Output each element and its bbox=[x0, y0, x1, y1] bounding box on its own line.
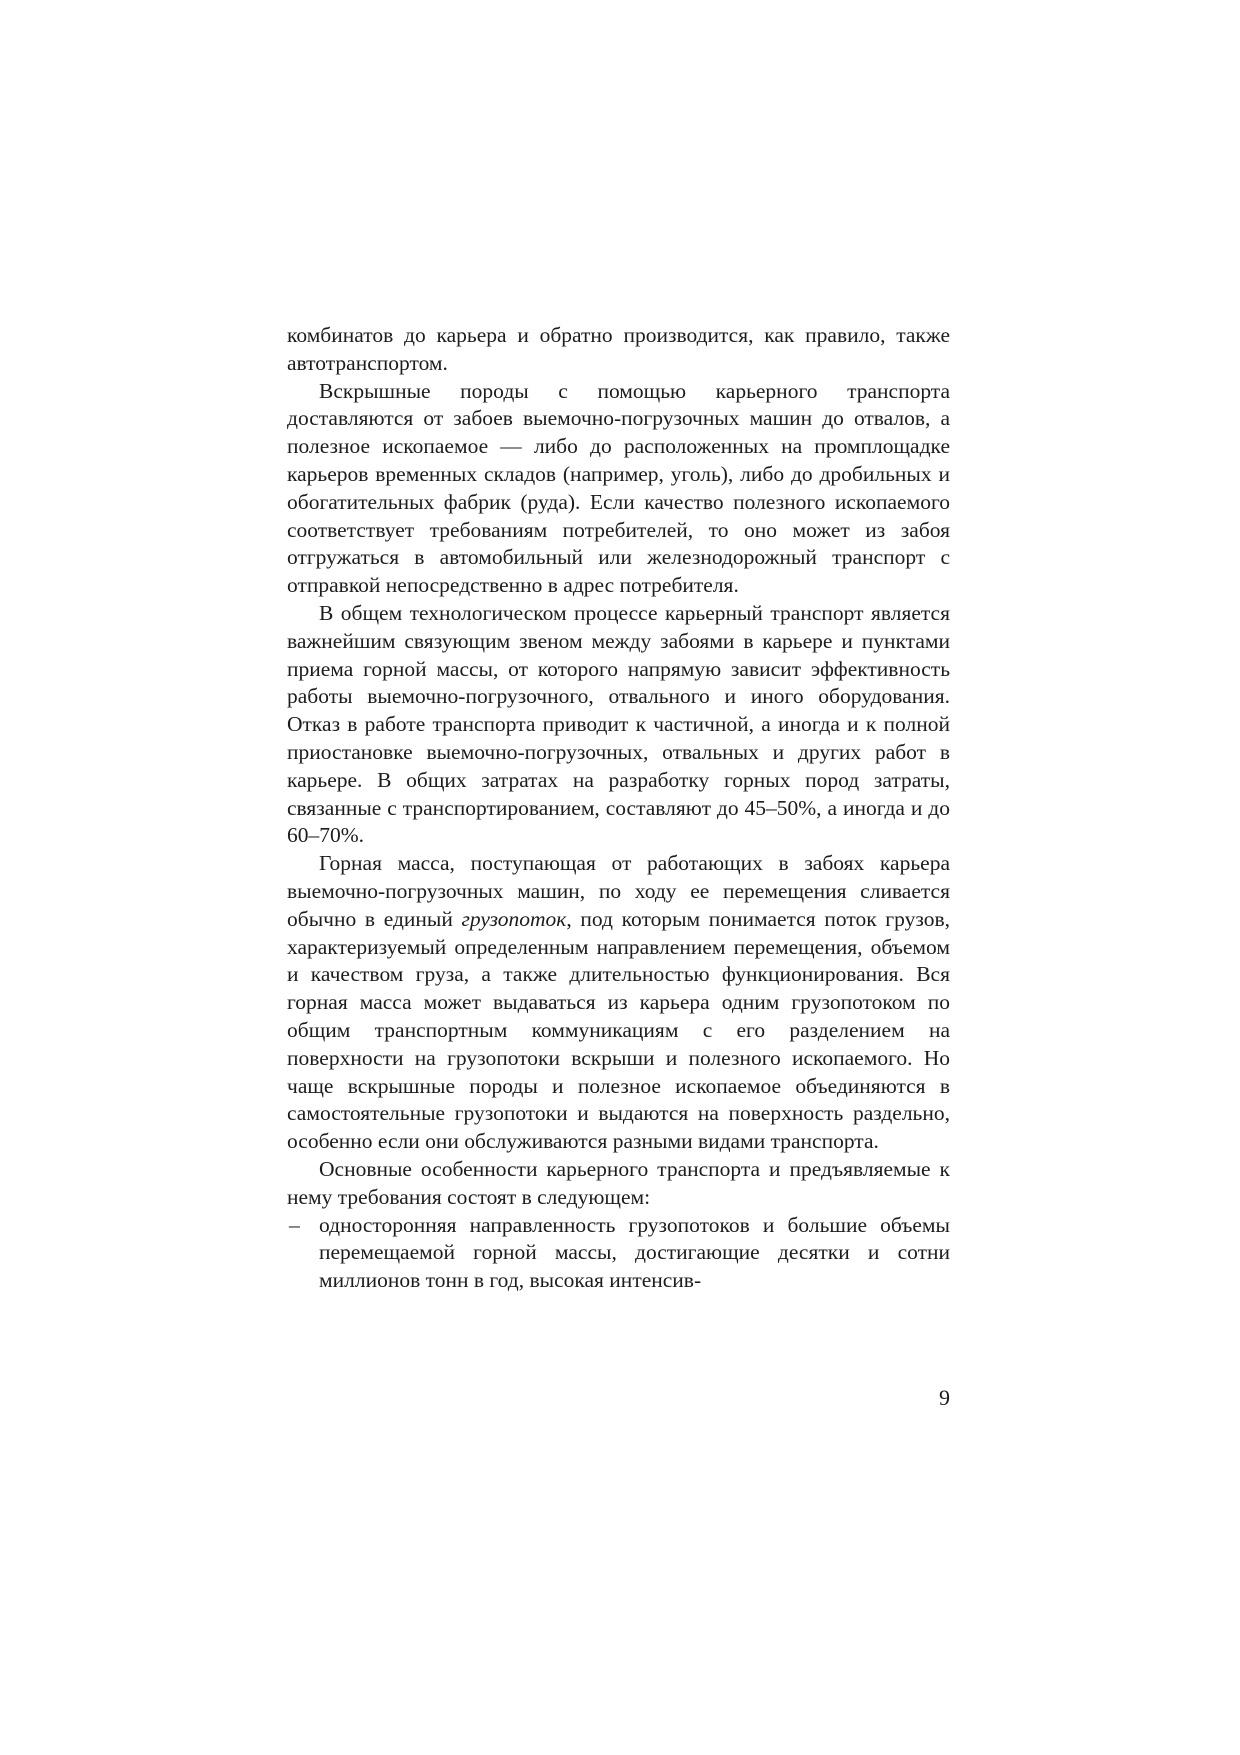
list-dash: – bbox=[289, 1212, 300, 1237]
requirements-list bbox=[287, 1212, 950, 1295]
list-item bbox=[287, 1212, 950, 1295]
paragraph: комбинатов до карьера и обратно производится, как правило, также автотранспортом. bbox=[287, 323, 950, 375]
page-body bbox=[287, 322, 950, 1295]
list-item-text: односторонняя направленность грузопотоков и большие объемы перемещаемой горной массы, достигающие десятки и сотни миллионов тонн в год, высокая интенсив- bbox=[319, 1212, 950, 1293]
paragraph: В общем технологическом процессе карьерный транспорт является важнейшим связующим звеном между забоями в карьере и пунктами приема горной массы, от которого напрямую зависит эффективность работы выемочно-погрузочного, отвального и иного оборудования. Отказ в работе транспорта приводит к частичной, а иногда и к полной приостановке выемочно-погрузочных, отвальных и других работ в карьере. В общих затратах на разработку горных пород затраты, связанные с транспортированием, составляют до 45–50%, а иногда и до 60–70%. bbox=[287, 600, 950, 848]
paragraph-text: , под которым понимается поток грузов, характеризуемый определенным направлением перемещения, объемом и качеством груза, а также длительностью функционирования. Вся горная масса может выдаваться из карьера одним грузопотоком по общим транспортным коммуникациям с его разделением на поверхности на грузопотоки вскрыши и полезного ископаемого. Но чаще вскрышные породы и полезное ископаемое объединяются в самостоятельные грузопотоки и выдаются на поверхность раздельно, особенно если они обслуживаются разными видами транспорта. bbox=[287, 906, 950, 1154]
italic-term: грузопоток bbox=[461, 906, 567, 931]
paragraph: Основные особенности карьерного транспорта и предъявляемые к нему требования состоят в следующем: bbox=[287, 1156, 950, 1209]
page-number: 9 bbox=[939, 1385, 950, 1410]
paragraph bbox=[287, 850, 950, 1156]
paragraph: Вскрышные породы с помощью карьерного транспорта доставляются от забоев выемочно-погрузочных машин до отвалов, а полезное ископаемое — либо до расположенных на промплощадке карьеров временных складов (например, уголь), либо до дробильных и обогатительных фабрик (руда). Если качество полезного ископаемого соответствует требованиям потребителей, то оно может из забоя отгружаться в автомобильный или железнодорожный транспорт с отправкой непосредственно в адрес потребителя. bbox=[287, 378, 950, 598]
paragraph-text: Горная масса, поступающая от работающих в забоях карьера выемочно-погрузочных машин, по ходу ее перемещения сливается обычно в единый bbox=[287, 851, 950, 931]
